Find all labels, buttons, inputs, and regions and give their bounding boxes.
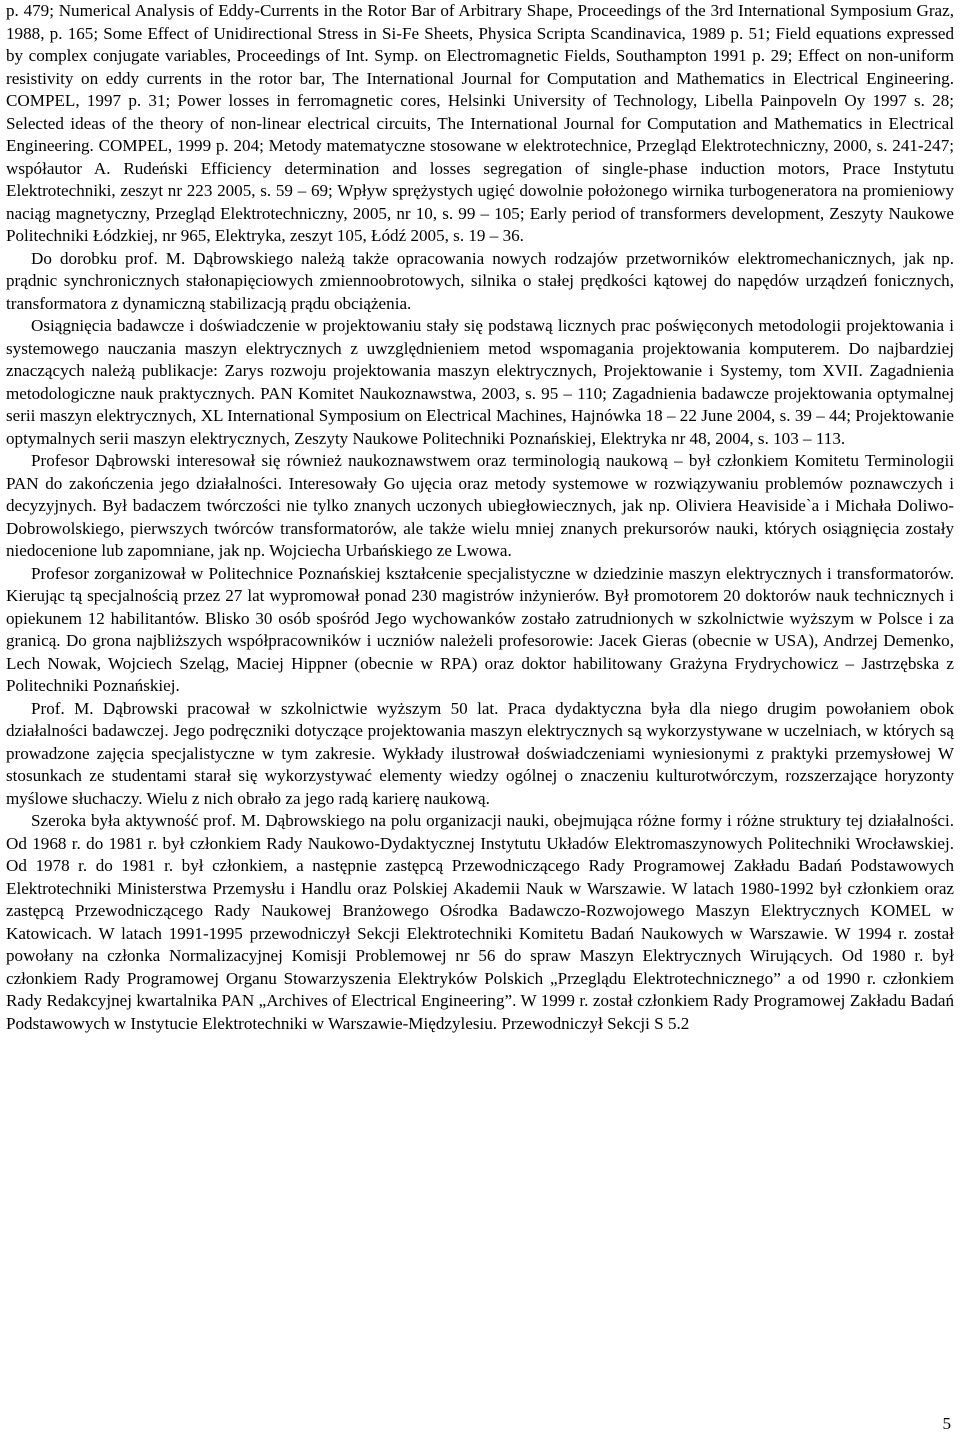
paragraph-teaching-specialisation: Profesor zorganizował w Politechnice Poznańskiej kształcenie specjalistyczne w dziedzinie maszyn elektrycznych i transformatorów. Kierując tą specjalnością przez 27 lat wypromował ponad 230 magistrów inżynierów. Był promotorem 20 doktorów nauk technicznych i opiekunem 12 habilitantów. Blisko 30 osób spośród Jego wychowanków zostało zatrudnionych w szkolnictwie wyższym w Polsce i za granicą. Do grona najbliższych współpracowników i uczniów należeli profesorowie: Jacek Gieras (obecnie w USA), Andrzej Demenko, Lech Nowak, Wojciech Szeląg, Maciej Hippner (obecnie w RPA) oraz doktor habilitowany Grażyna Frydrychowicz – Jastrzębska z Politechniki Poznańskiej. <box>6 563 954 695</box>
page-number: 5 <box>942 1414 951 1433</box>
paragraph-achievements: Do dorobku prof. M. Dąbrowskiego należą także opracowania nowych rodzajów przetworników elektromechanicznych, jak np. prądnic synchronicznych stałonapięciowych zmiennoobrotowych, silnika o stałej prędkości kątowej do napędów urządzeń fonicznych, transformatora z dynamiczną stabilizacją prądu obciążenia. <box>6 248 954 313</box>
body-text <box>6 0 954 1035</box>
paragraph-organisational-activity: Szeroka była aktywność prof. M. Dąbrowskiego na polu organizacji nauki, obejmująca różne formy i różne struktury tej działalności. Od 1968 r. do 1981 r. był członkiem Rady Naukowo-Dydaktycznej Instytutu Układów Elektromaszynowych Politechniki Wrocławskiej. Od 1978 r. do 1981 r. był członkiem, a następnie zastępcą Przewodniczącego Rady Programowej Zakładu Badań Podstawowych Elektrotechniki Ministerstwa Przemysłu i Handlu oraz Polskiej Akademii Nauk w Warszawie. W latach 1980-1992 był członkiem oraz zastępcą Przewodniczącego Rady Naukowej Branżowego Ośrodka Badawczo-Rozwojowego Maszyn Elektrycznych KOMEL w Katowicach. W latach 1991-1995 przewodniczył Sekcji Elektrotechniki Komitetu Badań Naukowych w Warszawie. W 1994 r. został powołany na członka Normalizacyjnej Komisji Problemowej nr 56 do spraw Maszyn Elektrycznych Wirujących. Od 1980 r. był członkiem Rady Programowej Organu Stowarzyszenia Elektryków Polskich „Przeglądu Elektrotechnicznego” a od 1990 r. członkiem Rady Redakcyjnej kwartalnika PAN „Archives of Electrical Engineering”. W 1999 r. został członkiem Rady Programowej Zakładu Badań Podstawowych w Instytucie Elektrotechniki w Warszawie-Międzylesiu. Przewodniczył Sekcji S 5.2 <box>6 811 954 1033</box>
paragraph-design-methodology: Osiągnięcia badawcze i doświadczenie w projektowaniu stały się podstawą licznych prac poświęconych metodologii projektowania i systemowego nauczania maszyn elektrycznych z uwzględnieniem metod wspomagania projektowania komputerem. Do najbardziej znaczących należą publikacje: Zarys rozwoju projektowania maszyn elektrycznych, Projektowanie i Systemy, tom XVII. Zagadnienia metodologiczne nauk praktycznych. PAN Komitet Naukoznawstwa, 2003, s. 95 – 110; Zagadnienia badawcze projektowania optymalnej serii maszyn elektrycznych, XL International Symposium on Electrical Machines, Hajnówka 18 – 22 June 2004, s. 39 – 44; Projektowanie optymalnych serii maszyn elektrycznych, Zeszyty Naukowe Politechniki Poznańskiej, Elektryka nr 48, 2004, s. 103 – 113. <box>6 316 954 448</box>
paragraph-terminology-interests: Profesor Dąbrowski interesował się również naukoznawstwem oraz terminologią naukową – był członkiem Komitetu Terminologii PAN do zakończenia jego działalności. Interesowały Go ujęcia oraz metody systemowe w rozwiązywaniu problemów poznawczych i decyzyjnych. Był badaczem twórczości nie tylko znanych uczonych ubiegłowiecznych, jak np. Oliviera Heaviside`a i Michała Doliwo-Dobrowolskiego, pierwszych twórców transformatorów, ale także wielu mniej znanych prekursorów nauki, których osiągnięcia zostały niedocenione lub zapomniane, jak np. Wojciecha Urbańskiego ze Lwowa. <box>6 451 954 560</box>
paragraph-publications-continued: p. 479; Numerical Analysis of Eddy-Currents in the Rotor Bar of Arbitrary Shape, Proceedings of the 3rd International Symposium Graz, 1988, p. 165; Some Effect of Unidirectional Stress in Si-Fe Sheets, Physica Scripta Scandinavica, 1989 p. 51; Field equations expressed by complex conjugate variables, Proceedings of Int. Symp. on Electromagnetic Fields, Southampton 1991 p. 29; Effect on non-uniform resistivity on eddy currents in the rotor bar, The International Journal for Computation and Mathematics in Electrical Engineering. COMPEL, 1997 p. 31; Power losses in ferromagnetic cores, Helsinki University of Technology, Libella Painpoveln Oy 1997 s. 28; Selected ideas of the theory of non-linear electrical circuits, The International Journal for Computation and Mathematics in Electrical Engineering. COMPEL, 1999 p. 204; Metody matematyczne stosowane w elektrotechnice, Przegląd Elektrotechniczny, 2000, s. 241-247; współautor A. Rudeński Efficiency determination and losses segregation of single-phase induction motors, Prace Instytutu Elektrotechniki, zeszyt nr 223 2005, s. 59 – 69; Wpływ sprężystych ugięć dowolnie położonego wirnika turbogeneratora na promieniowy naciąg magnetyczny, Przegląd Elektrotechniczny, 2005, nr 10, s. 99 – 105; Early period of transformers development, Zeszyty Naukowe Politechniki Łódzkiej, nr 965, Elektryka, zeszyt 105, Łódź 2005, s. 19 – 36. <box>6 1 954 245</box>
paragraph-didactic-work: Prof. M. Dąbrowski pracował w szkolnictwie wyższym 50 lat. Praca dydaktyczna była dla niego drugim powołaniem obok działalności badawczej. Jego podręczniki dotyczące projektowania maszyn elektrycznych są wykorzystywane w uczelniach, w których są prowadzone zajęcia specjalistyczne w tym zakresie. Wykłady ilustrował doświadczeniami wyniesionymi z praktyki przemysłowej W stosunkach ze studentami starał się wykorzystywać elementy wiedzy ogólnej o znaczeniu kulturotwórczym, rozszerzające horyzonty myślowe słuchaczy. Wielu z nich obrało za jego radą karierę naukową. <box>6 698 954 808</box>
